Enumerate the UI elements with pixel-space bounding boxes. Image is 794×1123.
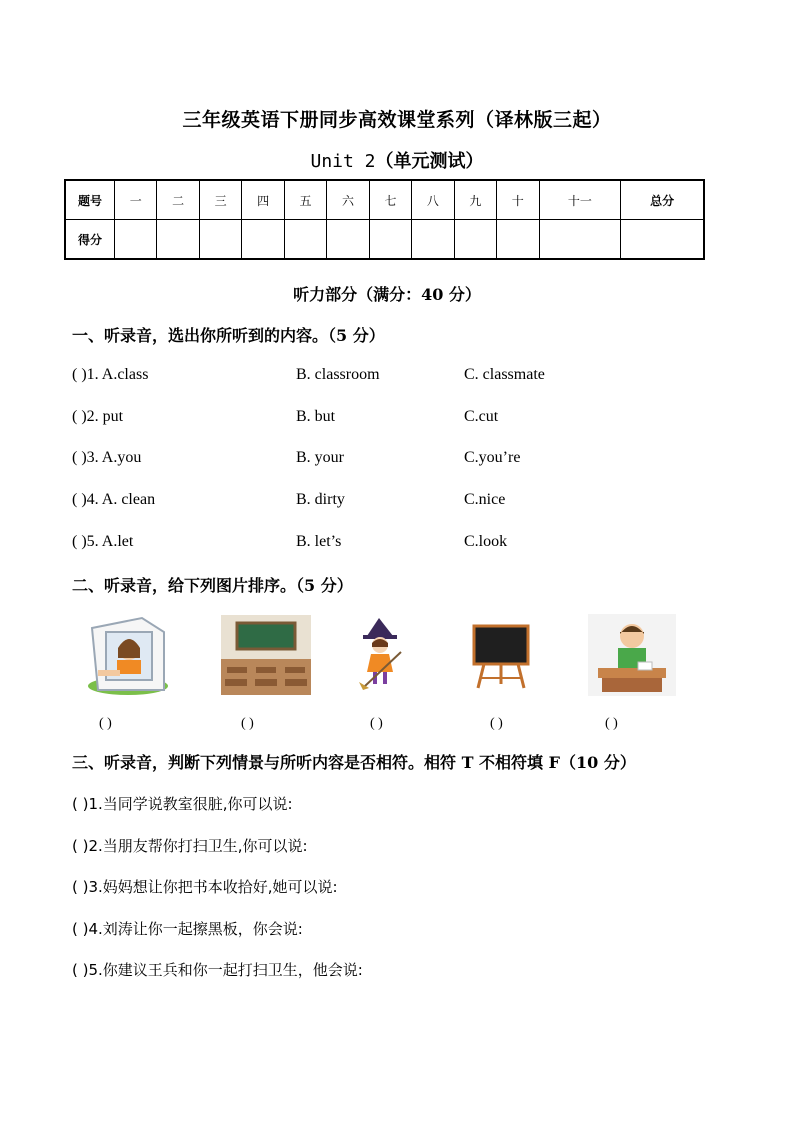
judgment-item: ( )5.你建议王兵和你一起打扫卫生，他会说: (72, 961, 363, 979)
section2-heading: 二、听录音，给下列图片排序。（5 分） (72, 576, 353, 595)
section1-heading: 一、听录音，选出你所听到的内容。（5 分） (72, 326, 385, 345)
header-cell: 十 (497, 180, 539, 220)
question-option-b: B. classroom (296, 366, 380, 383)
answer-blank[interactable]: ( ) (605, 716, 618, 731)
score-table-header-row (65, 180, 704, 220)
question-option-c: C.cut (464, 408, 499, 425)
blackboard-easel-picture (472, 622, 530, 690)
header-cell: 六 (327, 180, 369, 220)
score-cell[interactable] (497, 220, 539, 260)
score-cell[interactable] (412, 220, 454, 260)
judgment-item: ( )4.刘涛让你一起擦黑板，你会说: (72, 920, 303, 938)
header-cell: 四 (242, 180, 284, 220)
score-row-label: 得分 (65, 220, 115, 260)
unit-label: Unit 2 (310, 151, 376, 172)
document-subtitle (0, 147, 794, 173)
score-table (64, 179, 705, 260)
question-option-c: C.you’re (464, 449, 521, 466)
header-cell: 一 (115, 180, 157, 220)
score-cell[interactable] (284, 220, 326, 260)
header-cell: 七 (369, 180, 411, 220)
question-option-b: B. your (296, 449, 344, 466)
boy-cleaning-desk-picture (588, 614, 676, 696)
girl-at-window-picture (84, 612, 174, 698)
witch-girl-picture (357, 618, 413, 690)
header-cell: 总分 (621, 180, 704, 220)
header-cell: 十一 (539, 180, 621, 220)
score-cell[interactable] (199, 220, 241, 260)
question-option-b: B. but (296, 408, 336, 425)
score-cell[interactable] (454, 220, 496, 260)
score-cell[interactable] (621, 220, 704, 260)
question-option-c: C.nice (464, 491, 506, 508)
answer-blank[interactable]: ( ) (490, 716, 503, 731)
header-cell: 九 (454, 180, 496, 220)
answer-blank[interactable]: ( ) (241, 716, 254, 731)
score-cell[interactable] (157, 220, 199, 260)
unit-test-label: （单元测试） (375, 151, 484, 172)
question-option-c: C.look (464, 533, 508, 550)
score-table-score-row (65, 220, 704, 260)
header-cell: 题号 (65, 180, 115, 220)
classroom-picture (221, 615, 311, 695)
score-cell[interactable] (242, 220, 284, 260)
judgment-item: ( )1.当同学说教室很脏,你可以说: (72, 795, 293, 813)
answer-blank[interactable]: ( ) (99, 716, 112, 731)
header-cell: 三 (199, 180, 241, 220)
header-cell: 八 (412, 180, 454, 220)
header-cell: 二 (157, 180, 199, 220)
listening-section-header: 听力部分（满分：40 分） (293, 285, 481, 304)
header-cell: 五 (284, 180, 326, 220)
document-title: 三年级英语下册同步高效课堂系列（译林版三起） (182, 109, 612, 131)
question-option-b: B. let’s (296, 533, 342, 550)
question-option-c: C. classmate (464, 366, 545, 383)
answer-blank[interactable]: ( ) (370, 716, 383, 731)
question-option-a: ( )3. A.you (72, 449, 142, 466)
judgment-item: ( )3.妈妈想让你把书本收拾好,她可以说: (72, 878, 338, 896)
question-option-a: ( )5. A.let (72, 533, 134, 550)
score-cell[interactable] (539, 220, 621, 260)
question-option-b: B. dirty (296, 491, 345, 508)
question-option-a: ( )1. A.class (72, 366, 149, 383)
score-cell[interactable] (115, 220, 157, 260)
judgment-item: ( )2.当朋友帮你打扫卫生,你可以说: (72, 837, 308, 855)
question-option-a: ( )2. put (72, 408, 124, 425)
score-cell[interactable] (327, 220, 369, 260)
section3-heading: 三、听录音，判断下列情景与所听内容是否相符。相符 T 不相符填 F（10 分） (72, 753, 636, 772)
score-cell[interactable] (369, 220, 411, 260)
question-option-a: ( )4. A. clean (72, 491, 156, 508)
